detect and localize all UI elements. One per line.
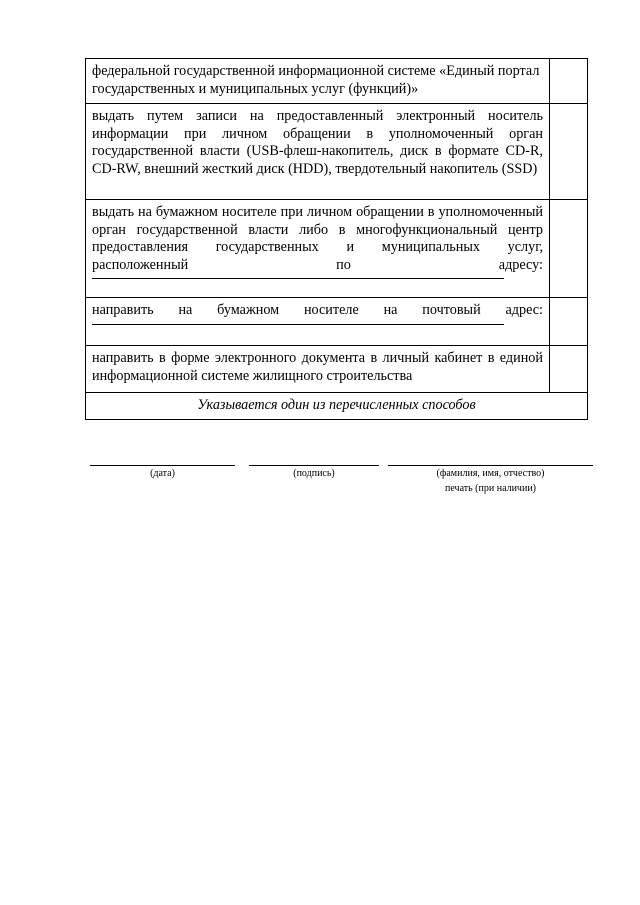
option-text: направить на бумажном носителе на почтовый адрес: [86,298,550,346]
signature-line[interactable] [249,465,379,466]
full-name-line[interactable] [388,465,593,466]
postal-address-fill-line[interactable] [92,320,504,325]
option-checkbox-cell[interactable] [550,200,588,298]
note-text: Указывается один из перечисленных способов [86,393,588,420]
option-text: выдать путем записи на предоставленный электронный носитель информации при личном обращении в уполномоченный орган государственной власти (USB-флеш-накопитель, диск в формате CD-R, CD-RW, внешний жесткий диск (HDD), твердотельный накопитель (SSD) [86,104,550,200]
note-row [86,393,588,420]
option-row-electronic-media [86,104,588,200]
option-text: федеральной государственной информационной системе «Единый портал государственных и муниципальных услуг (функций)» [86,59,550,104]
delivery-method-table [85,58,588,420]
option-checkbox-cell[interactable] [550,59,588,104]
option-row-paper-mail [86,298,588,346]
option-row-paper-in-person [86,200,588,298]
option-checkbox-cell[interactable] [550,346,588,393]
option-text: выдать на бумажном носителе при личном обращении в уполномоченный орган государственной власти либо в многофункциональный центр предоставления государственных и муниципальных услуг, расположенный по адресу: [86,200,550,298]
option-checkbox-cell[interactable] [550,104,588,200]
option-row-epgu [86,59,588,104]
date-label: (дата) [150,468,175,479]
seal-label: печать (при наличии) [445,483,536,494]
option-text: направить в форме электронного документа в личный кабинет в единой информационной системе жилищного строительства [86,346,550,393]
address-fill-line[interactable] [92,274,504,279]
date-line[interactable] [90,465,235,466]
option-row-eisgs [86,346,588,393]
option-checkbox-cell[interactable] [550,298,588,346]
signature-label: (подпись) [293,468,335,479]
full-name-label: (фамилия, имя, отчество) [436,468,545,479]
